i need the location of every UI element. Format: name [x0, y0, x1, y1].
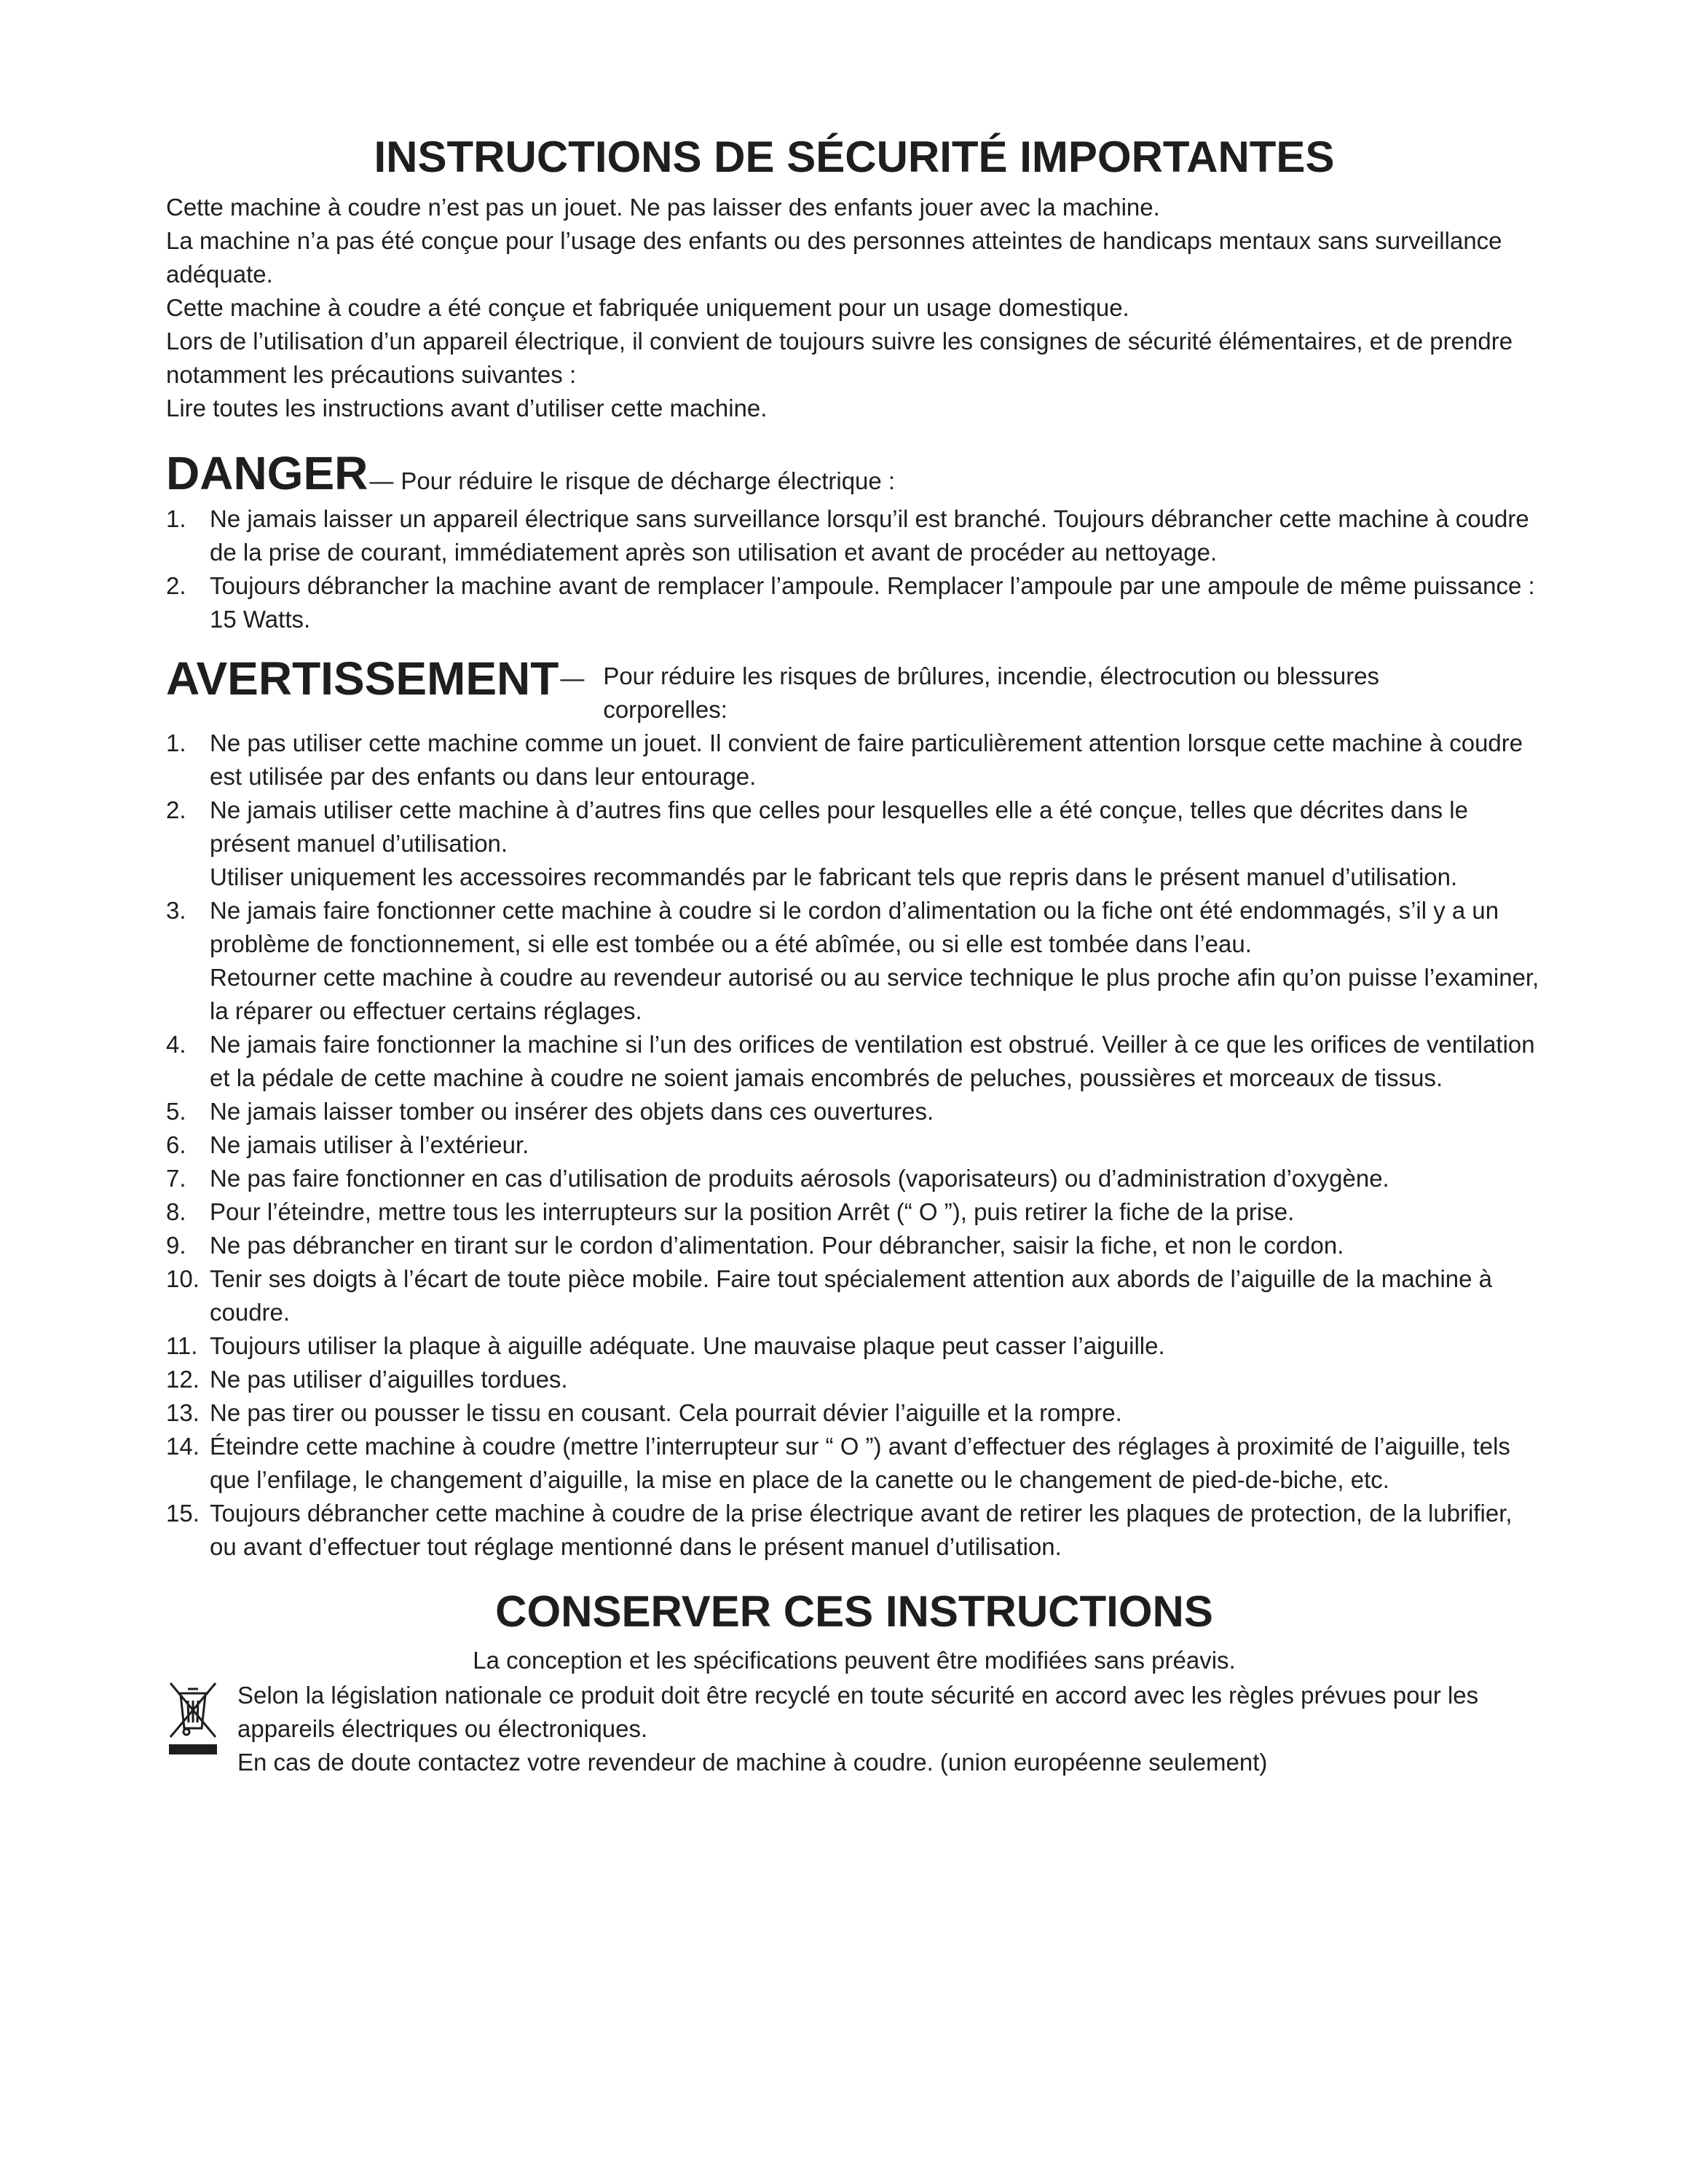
list-item [166, 1128, 1542, 1162]
item-number: 3. [166, 897, 186, 924]
item-extra-text: Retourner cette machine à coudre au revendeur autorisé ou au service technique le plus proche afin qu’on puisse l’examiner, la réparer ou effectuer certains réglages. [210, 964, 1539, 1024]
item-number: 15. [166, 1500, 200, 1527]
save-instructions-title: CONSERVER CES INSTRUCTIONS [495, 1587, 1213, 1636]
warning-dash: — [560, 665, 585, 692]
item-number: 13. [166, 1399, 200, 1426]
spec-notice: La conception et les spécifications peuvent être modifiées sans préavis. [473, 1647, 1236, 1674]
item-text: Ne jamais faire fonctionner cette machine à coudre si le cordon d’alimentation ou la fiche ont été endommagés, s’il y a un problème de fonctionnement, si elle est tombée ou a été abîmée, ou si elle est tombée dans l’eau. [210, 897, 1499, 957]
item-text-block [210, 1329, 1542, 1363]
list-item [166, 1162, 1542, 1195]
item-number: 1. [166, 505, 186, 532]
list-item [166, 569, 1542, 636]
item-text: Pour l’éteindre, mettre tous les interrupteurs sur la position Arrêt (“ O ”), puis retirer la fiche de la prise. [210, 1198, 1295, 1225]
item-text: Ne jamais laisser tomber ou insérer des objets dans ces ouvertures. [210, 1098, 934, 1125]
list-item [166, 894, 1542, 1028]
item-number: 2. [166, 572, 186, 599]
item-text: Éteindre cette machine à coudre (mettre l’interrupteur sur “ O ”) avant d’effectuer des réglages à proximité de l’aiguille, tels que l’enfilage, le changement d’aiguille, la mise en place de la canette ou le changement de pied-de-biche, etc. [210, 1433, 1510, 1493]
item-text: Ne pas tirer ou pousser le tissu en cousant. Cela pourrait dévier l’aiguille et la rompre. [210, 1399, 1122, 1426]
item-text: Toujours débrancher la machine avant de remplacer l’ampoule. Remplacer l’ampoule par une ampoule de même puissance : 15 Watts. [210, 572, 1535, 633]
intro-line: Cette machine à coudre n’est pas un jouet. Ne pas laisser des enfants jouer avec la machine. [166, 194, 1160, 221]
list-item [166, 1195, 1542, 1229]
item-text: Tenir ses doigts à l’écart de toute pièce mobile. Faire tout spécialement attention aux abords de l’aiguille de la machine à coudre. [210, 1265, 1493, 1326]
list-item [166, 1095, 1542, 1128]
intro-line: Cette machine à coudre a été conçue et fabriquée uniquement pour un usage domestique. [166, 294, 1129, 321]
item-text: Ne jamais faire fonctionner la machine si l’un des orifices de ventilation est obstrué. Veiller à ce que les orifices de ventilation et la pédale de cette machine à coudre ne soient jamais encombrés de peluches, poussières et morceaux de tissus. [210, 1031, 1535, 1091]
weee-text [237, 1679, 1542, 1779]
danger-list [166, 502, 1542, 636]
item-text-block [210, 1229, 1542, 1262]
item-number: 7. [166, 1165, 186, 1192]
item-text-block [210, 1396, 1542, 1430]
list-item [166, 1396, 1542, 1430]
intro-block [166, 191, 1542, 425]
crossed-out-bin-icon [166, 1679, 237, 1779]
intro-line: Lors de l’utilisation d’un appareil électrique, il convient de toujours suivre les consignes de sécurité élémentaires, et de prendre notamment les précautions suivantes : [166, 328, 1513, 388]
item-text: Ne pas utiliser cette machine comme un jouet. Il convient de faire particulièrement attention lorsque cette machine à coudre est utilisée par des enfants ou dans leur entourage. [210, 729, 1523, 790]
item-text: Ne pas utiliser d’aiguilles tordues. [210, 1366, 568, 1393]
item-number: 12. [166, 1366, 200, 1393]
warning-subtitle: Pour réduire les risques de brûlures, incendie, électrocution ou blessures corporelles: [603, 662, 1380, 723]
item-text: Toujours utiliser la plaque à aiguille adéquate. Une mauvaise plaque peut casser l’aiguille. [210, 1332, 1165, 1359]
item-number: 8. [166, 1198, 186, 1225]
weee-block [166, 1679, 1542, 1779]
item-text-block [210, 1363, 1542, 1396]
list-item [166, 1262, 1542, 1329]
item-number: 1. [166, 729, 186, 756]
list-item [166, 1363, 1542, 1396]
safety-page [166, 131, 1542, 1779]
danger-dash: — [369, 467, 394, 494]
list-item [166, 794, 1542, 894]
danger-heading-row [166, 444, 1542, 502]
weee-line: Selon la législation nationale ce produit doit être recyclé en toute sécurité en accord avec les règles prévues pour les appareils électriques ou électroniques. [237, 1682, 1479, 1742]
item-text-block [210, 1028, 1542, 1095]
list-item [166, 1430, 1542, 1497]
item-text: Ne jamais laisser un appareil électrique sans surveillance lorsqu’il est branché. Toujours débrancher cette machine à coudre de la prise de courant, immédiatement après son utilisation et avant de procéder au nettoyage. [210, 505, 1529, 566]
warning-heading: AVERTISSEMENT [166, 652, 559, 705]
intro-line: Lire toutes les instructions avant d’utiliser cette machine. [166, 395, 768, 422]
item-text: Ne jamais utiliser à l’extérieur. [210, 1131, 529, 1158]
item-text-block [210, 1497, 1542, 1564]
list-item [166, 1028, 1542, 1095]
item-number: 14. [166, 1433, 200, 1460]
item-text-block [210, 727, 1542, 794]
item-text: Ne pas débrancher en tirant sur le cordon d’alimentation. Pour débrancher, saisir la fiche, et non le cordon. [210, 1232, 1344, 1259]
item-text: Toujours débrancher cette machine à coudre de la prise électrique avant de retirer les plaques de protection, de la lubrifier, ou avant d’effectuer tout réglage mentionné dans le présent manuel d’utilisation. [210, 1500, 1513, 1560]
warning-list [166, 727, 1542, 1564]
item-text-block [210, 1095, 1542, 1128]
danger-subtitle: Pour réduire le risque de décharge électrique : [401, 467, 896, 494]
page-title: INSTRUCTIONS DE SÉCURITÉ IMPORTANTES [374, 132, 1335, 181]
warning-heading-row [166, 649, 1542, 727]
item-number: 10. [166, 1265, 200, 1292]
item-text-block [210, 1128, 1542, 1162]
danger-heading: DANGER [166, 447, 368, 499]
list-item [166, 1329, 1542, 1363]
item-text-block [210, 1430, 1542, 1497]
item-extra-text: Utiliser uniquement les accessoires recommandés par le fabricant tels que repris dans le présent manuel d’utilisation. [210, 863, 1458, 890]
item-text-block [210, 894, 1542, 1028]
item-number: 2. [166, 796, 186, 823]
item-text-block [210, 1262, 1542, 1329]
item-number: 9. [166, 1232, 186, 1259]
list-item [166, 502, 1542, 569]
item-number: 4. [166, 1031, 186, 1058]
item-text-block [210, 794, 1542, 894]
intro-line: La machine n’a pas été conçue pour l’usage des enfants ou des personnes atteintes de handicaps mentaux sans surveillance adéquate. [166, 227, 1502, 288]
item-number: 6. [166, 1131, 186, 1158]
item-text: Ne jamais utiliser cette machine à d’autres fins que celles pour lesquelles elle a été conçue, telles que décrites dans le présent manuel d’utilisation. [210, 796, 1468, 857]
list-item [166, 727, 1542, 794]
list-item [166, 1229, 1542, 1262]
item-number: 11. [166, 1332, 198, 1359]
list-item [166, 1497, 1542, 1564]
item-text-block [210, 1195, 1542, 1229]
item-number: 5. [166, 1098, 186, 1125]
item-text-block [210, 1162, 1542, 1195]
weee-line: En cas de doute contactez votre revendeur de machine à coudre. (union européenne seulement) [237, 1749, 1268, 1776]
item-text: Ne pas faire fonctionner en cas d’utilisation de produits aérosols (vaporisateurs) ou d’administration d’oxygène. [210, 1165, 1389, 1192]
